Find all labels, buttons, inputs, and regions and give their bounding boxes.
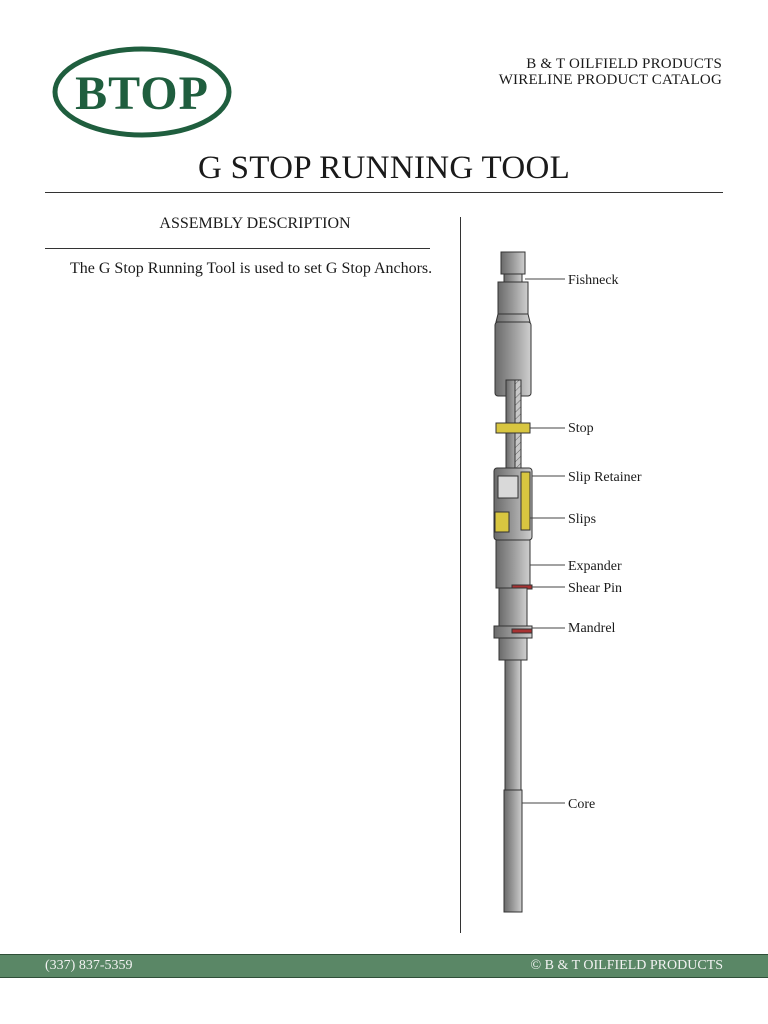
footer-copyright: © B & T OILFIELD PRODUCTS (530, 958, 723, 973)
tool-diagram (468, 240, 708, 930)
column-divider (460, 217, 461, 933)
label-shear-pin: Shear Pin (568, 581, 623, 596)
catalog-name: WIRELINE PRODUCT CATALOG (498, 72, 722, 88)
label-slips: Slips (568, 512, 597, 527)
label-stop: Stop (568, 421, 594, 436)
title-divider (45, 192, 723, 193)
company-name: B & T OILFIELD PRODUCTS (526, 56, 722, 72)
label-core: Core (568, 797, 596, 812)
assembly-heading: ASSEMBLY DESCRIPTION (159, 215, 351, 232)
core-part (504, 660, 522, 912)
footer-bar (0, 954, 768, 978)
stop-part (496, 423, 530, 433)
label-fishneck: Fishneck (568, 273, 619, 288)
company-logo (52, 46, 232, 138)
page-title: G STOP RUNNING TOOL (197, 150, 571, 186)
fishneck-part (496, 252, 530, 322)
logo-text: BTOP (75, 67, 209, 120)
expander-part (496, 540, 530, 588)
footer-phone: (337) 837-5359 (45, 958, 133, 973)
label-slip-retainer: Slip Retainer (568, 470, 642, 485)
label-mandrel: Mandrel (568, 621, 616, 636)
mandrel-part (494, 588, 532, 660)
label-expander: Expander (568, 559, 622, 574)
assembly-description: The G Stop Running Tool is used to set G Stop Anchors. (70, 260, 433, 277)
heading-divider (45, 248, 430, 249)
company-info (499, 56, 722, 88)
